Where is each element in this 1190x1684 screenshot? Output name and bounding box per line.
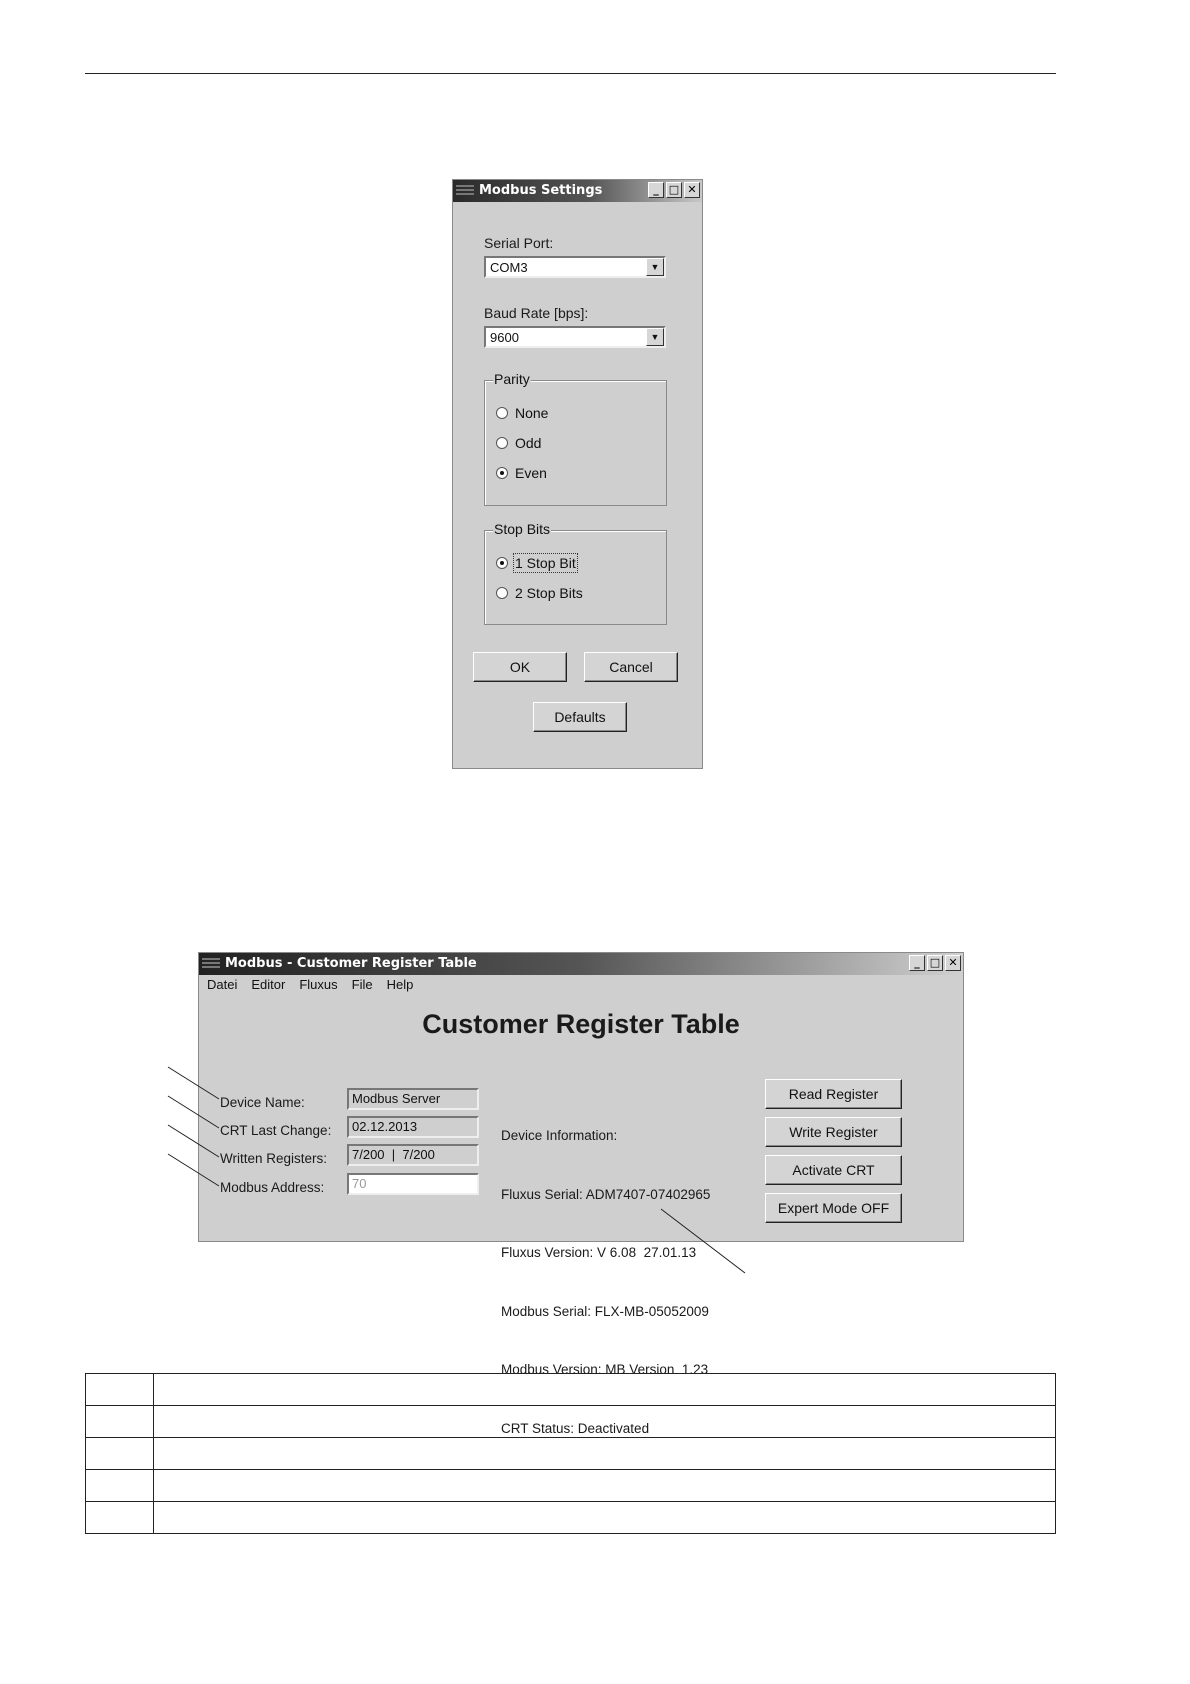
modbus-address-field[interactable]: 70: [347, 1173, 479, 1195]
written-registers-label: Written Registers:: [220, 1151, 328, 1166]
table-row: [86, 1438, 1056, 1470]
stopbits-group-title: Stop Bits: [494, 521, 551, 537]
baud-rate-label: Baud Rate [bps]:: [484, 305, 589, 321]
table-cell: [154, 1374, 1056, 1406]
stopbits-option-label: 2 Stop Bits: [515, 585, 583, 601]
dialog-title: Modbus Settings: [479, 183, 603, 198]
info-fluxus-serial: Fluxus Serial: ADM7407-07402965: [501, 1186, 711, 1202]
key-table: [85, 1373, 1056, 1534]
written-registers-field[interactable]: 7/200 | 7/200: [347, 1144, 479, 1166]
menu-editor[interactable]: Editor: [251, 977, 286, 992]
ok-button[interactable]: OK: [473, 652, 567, 682]
dropdown-arrow-icon[interactable]: ▼: [646, 328, 664, 346]
menu-help[interactable]: Help: [386, 977, 414, 992]
callout-line-crt-status: [661, 1209, 745, 1273]
dropdown-arrow-icon[interactable]: ▼: [646, 258, 664, 276]
callout-line-modbus-address: [168, 1154, 219, 1186]
menu-fluxus[interactable]: Fluxus: [299, 977, 338, 992]
close-icon[interactable]: ✕: [684, 182, 700, 198]
crt-last-change-field[interactable]: 02.12.2013: [347, 1116, 479, 1138]
table-row: [86, 1406, 1056, 1438]
info-heading: Device Information:: [501, 1128, 618, 1143]
defaults-button[interactable]: Defaults: [533, 702, 627, 732]
menu-file[interactable]: File: [351, 977, 373, 992]
table-row: [86, 1470, 1056, 1502]
info-fluxus-version: Fluxus Version: V 6.08 27.01.13: [501, 1245, 697, 1260]
device-name-field[interactable]: Modbus Server: [347, 1088, 479, 1110]
info-modbus-serial: Modbus Serial: FLX-MB-05052009: [501, 1303, 709, 1319]
info-modbus-version: Modbus Version: MB Version 1.23: [501, 1362, 709, 1377]
activate-crt-button[interactable]: Activate CRT: [765, 1155, 902, 1185]
table-cell: [86, 1406, 154, 1438]
stopbits-option-label: 1 Stop Bit: [515, 555, 576, 571]
serial-port-label: Serial Port:: [484, 235, 554, 251]
table-cell: [154, 1406, 1056, 1438]
menu-datei[interactable]: Datei: [207, 977, 238, 992]
minimize-icon[interactable]: _: [648, 182, 664, 198]
modbus-address-label: Modbus Address:: [220, 1180, 325, 1195]
read-register-button[interactable]: Read Register: [765, 1079, 902, 1109]
serial-port-value: COM3: [490, 260, 528, 275]
parity-option-label: Even: [515, 465, 547, 481]
parity-option-label: None: [515, 405, 549, 421]
callout-line-crt-last-change: [168, 1096, 219, 1128]
crt-last-change-label: CRT Last Change:: [220, 1123, 332, 1138]
table-cell: [154, 1502, 1056, 1534]
table-cell: [86, 1374, 154, 1406]
table-cell: [154, 1438, 1056, 1470]
callout-line-written-registers: [168, 1125, 219, 1157]
table-row: [86, 1502, 1056, 1534]
expert-mode-button[interactable]: Expert Mode OFF: [765, 1193, 902, 1223]
info-crt-status: CRT Status: Deactivated: [501, 1420, 650, 1436]
table-cell: [86, 1502, 154, 1534]
device-name-label: Device Name:: [220, 1095, 305, 1110]
cancel-button[interactable]: Cancel: [584, 652, 678, 682]
crt-heading: Customer Register Table: [422, 1009, 740, 1039]
crt-window-title: Modbus - Customer Register Table: [225, 956, 477, 971]
maximize-icon[interactable]: □: [927, 955, 943, 971]
parity-group-title: Parity: [494, 371, 530, 387]
close-icon[interactable]: ✕: [945, 955, 961, 971]
parity-option-label: Odd: [515, 435, 542, 451]
maximize-icon[interactable]: □: [666, 182, 682, 198]
table-cell: [154, 1470, 1056, 1502]
minimize-icon[interactable]: _: [909, 955, 925, 971]
baud-rate-value: 9600: [490, 330, 519, 345]
table-row: [86, 1374, 1056, 1406]
table-cell: [86, 1438, 154, 1470]
callout-line-device-name: [168, 1067, 219, 1099]
table-cell: [86, 1470, 154, 1502]
write-register-button[interactable]: Write Register: [765, 1117, 902, 1147]
